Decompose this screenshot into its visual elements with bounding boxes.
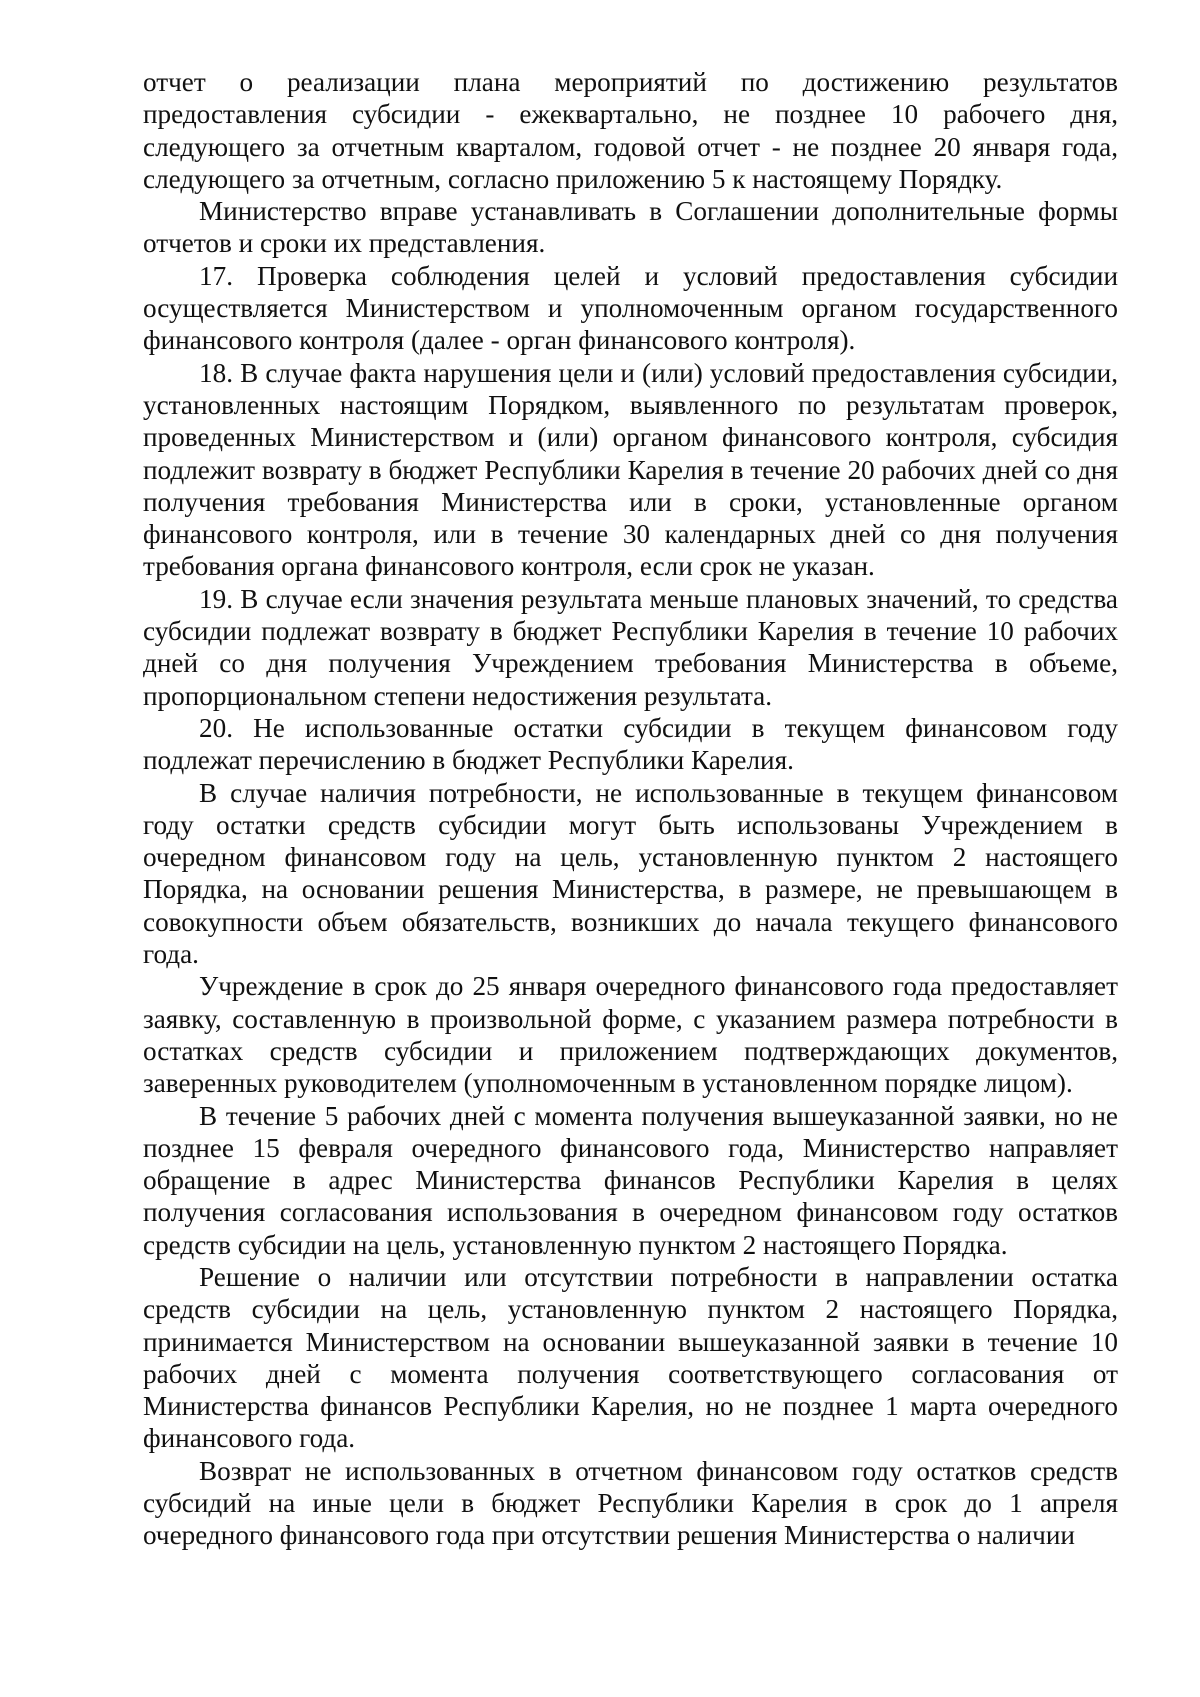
document-page bbox=[143, 66, 1118, 1552]
paragraph-decision: Решение о наличии или отсутствии потребности в направлении остатка средств субсидии на цель, установленную пунктом 2 настоящего Порядка, принимается Министерством на основании вышеуказанной заявки в течение 10 рабочих дней с момента получения соответствующего согласования от Министерства финансов Республики Карелия, но не позднее 1 марта очередного финансового года. bbox=[143, 1261, 1118, 1454]
paragraph-20-unused-balances: 20. Не использованные остатки субсидии в текущем финансовом году подлежат перечислению в бюджет Республики Карелия. bbox=[143, 712, 1118, 776]
paragraph-17-verification: 17. Проверка соблюдения целей и условий предоставления субсидии осуществляется Министерством и уполномоченным органом государственного финансового контроля (далее - орган финансового контроля). bbox=[143, 260, 1118, 356]
paragraph-report-deadlines: отчет о реализации плана мероприятий по достижению результатов предоставления субсидии - ежеквартально, не позднее 10 рабочего дня, следующего за отчетным кварталом, годовой отчет - не позднее 20 января года, следующего за отчетным, согласно приложению 5 к настоящему Порядку. bbox=[143, 67, 1118, 194]
paragraph-refund-deadline: Возврат не использованных в отчетном финансовом году остатков средств субсидий на иные цели в бюджет Республики Карелия в срок до 1 апреля очередного финансового года при отсутствии решения Министерства о наличии bbox=[143, 1455, 1118, 1551]
paragraph-balance-use-next-year: В случае наличия потребности, не использованные в текущем финансовом году остатки средств субсидии могут быть использованы Учреждением в очередном финансовом году на цель, установленную пунктом 2 настоящего Порядка, на основании решения Министерства, в размере, не превышающем в совокупности объем обязательств, возникших до начала текущего финансового года. bbox=[143, 777, 1118, 970]
paragraph-19-result-shortfall: 19. В случае если значения результата меньше плановых значений, то средства субсидии подлежат возврату в бюджет Республики Карелия в течение 10 рабочих дней со дня получения Учреждением требования Министерства в объеме, пропорциональном степени недостижения результата. bbox=[143, 583, 1118, 711]
paragraph-ministry-request: В течение 5 рабочих дней с момента получения вышеуказанной заявки, но не позднее 15 февраля очередного финансового года, Министерство направляет обращение в адрес Министерства финансов Республики Карелия в целях получения согласования использования в очередном финансовом году остатков средств субсидии на цель, установленную пунктом 2 настоящего Порядка. bbox=[143, 1100, 1118, 1260]
paragraph-application-deadline: Учреждение в срок до 25 января очередного финансового года предоставляет заявку, составленную в произвольной форме, с указанием размера потребности в остатках средств субсидии и приложением подтверждающих документов, заверенных руководителем (уполномоченным в установленном порядке лицом). bbox=[143, 971, 1118, 1099]
paragraph-18-violation-refund: 18. В случае факта нарушения цели и (или) условий предоставления субсидии, установленных настоящим Порядком, выявленного по результатам проверок, проведенных Министерством и (или) органом финансового контроля, субсидия подлежит возврату в бюджет Республики Карелия в течение 20 рабочих дней со дня получения требования Министерства или в сроки, установленные органом финансового контроля, или в течение 30 календарных дней со дня получения требования органа финансового контроля, если срок не указан. bbox=[143, 357, 1118, 582]
paragraph-additional-forms: Министерство вправе устанавливать в Соглашении дополнительные формы отчетов и сроки их представления. bbox=[143, 196, 1118, 259]
